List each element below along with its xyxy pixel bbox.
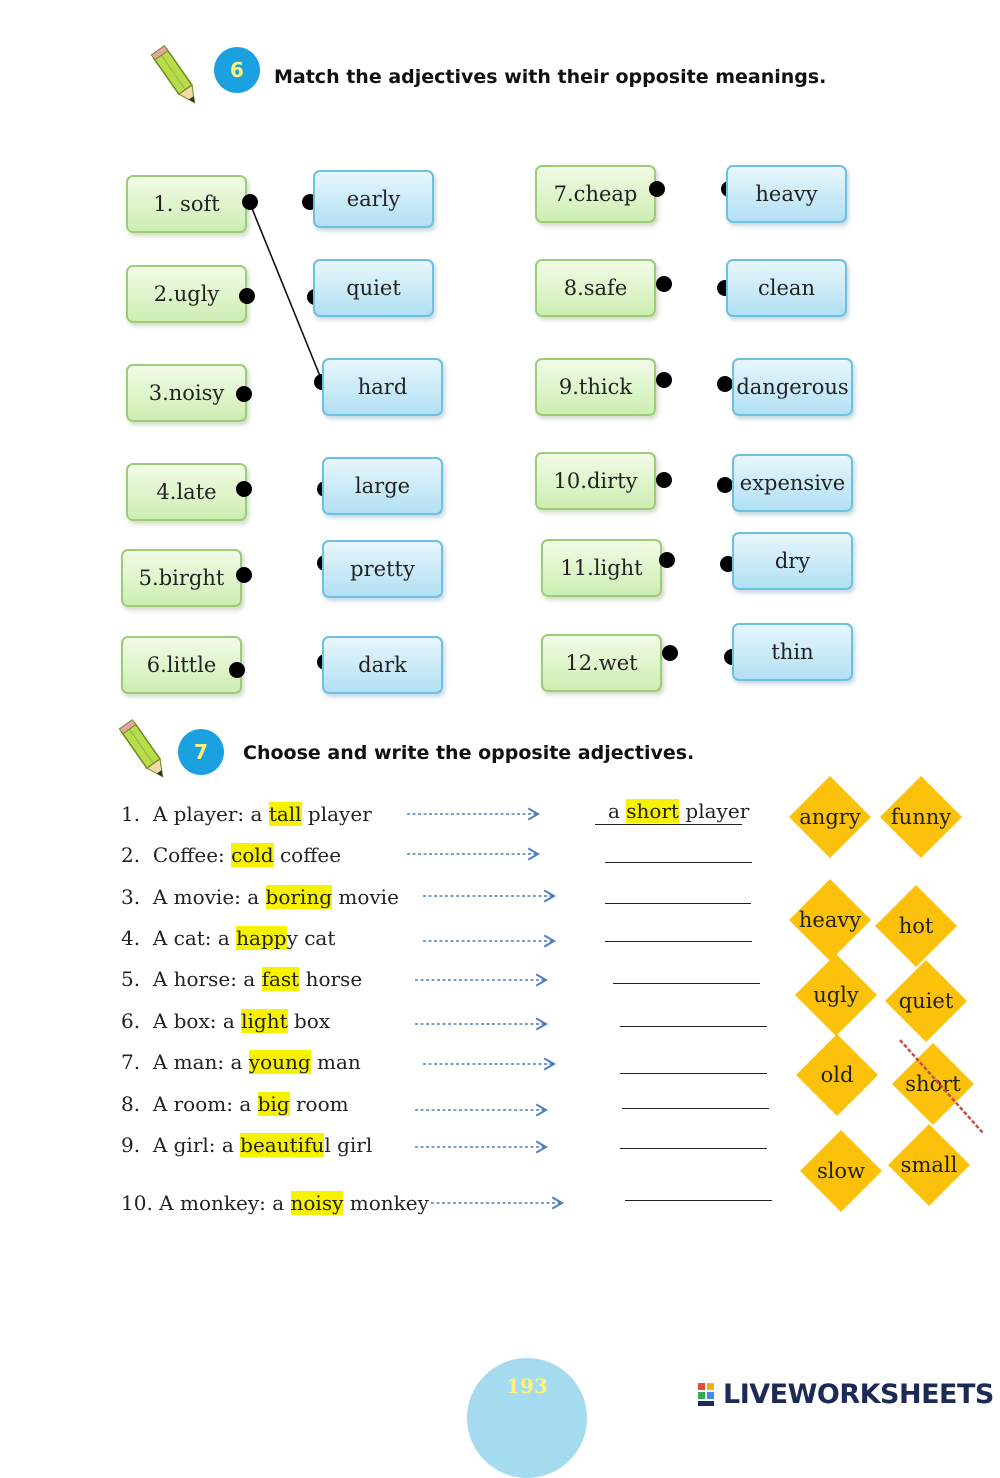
match-option-label: dark: [358, 653, 407, 677]
sentence-8: 8. A room: a big room: [121, 1092, 349, 1116]
match-left-item-5: [121, 549, 242, 607]
match-right-label: 10.dirty: [553, 469, 638, 493]
match-option-expensive: [732, 454, 853, 512]
match-left-label: 4.late: [156, 480, 217, 504]
match-option-early: [313, 170, 434, 228]
word-card-label: angry: [799, 805, 861, 829]
match-dot[interactable]: [236, 567, 252, 583]
match-option-dark: [322, 636, 443, 694]
answer-line-8[interactable]: [622, 1108, 769, 1109]
match-left-item-6: [121, 636, 242, 694]
match-dot[interactable]: [717, 376, 733, 392]
exercise-6-title: Match the adjectives with their opposite meanings.: [274, 66, 827, 88]
match-option-label: dry: [774, 549, 811, 573]
word-card-label: funny: [890, 805, 952, 829]
dashed-arrows: [0, 790, 600, 1220]
match-option-label: thin: [771, 640, 814, 664]
match-option-hard: [322, 358, 443, 416]
sentence-5: 5. A horse: a fast horse: [121, 967, 363, 991]
match-dot[interactable]: [662, 645, 678, 661]
sentence-9: 9. A girl: a beautiful girl: [121, 1133, 373, 1157]
sentence-6: 6. A box: a light box: [121, 1009, 331, 1033]
exercise-7-title: Choose and write the opposite adjectives.: [243, 742, 695, 764]
match-right-label: 7.cheap: [553, 182, 638, 206]
match-right-item-11: [541, 539, 662, 597]
match-right-label: 11.light: [560, 556, 643, 580]
match-option-label: quiet: [346, 276, 401, 300]
sentence-4: 4. A cat: a happy cat: [121, 926, 336, 950]
match-right-label: 9.thick: [558, 375, 633, 399]
match-dot[interactable]: [229, 662, 245, 678]
match-left-item-1: [126, 175, 247, 233]
match-dot[interactable]: [656, 472, 672, 488]
sentence-2: 2. Coffee: cold coffee: [121, 843, 342, 867]
answer-line-3[interactable]: [605, 903, 751, 904]
match-option-label: hard: [357, 375, 408, 399]
match-option-label: expensive: [739, 471, 846, 495]
word-card-funny: [880, 776, 962, 858]
match-dot[interactable]: [656, 372, 672, 388]
word-card-label: small: [900, 1153, 958, 1177]
answer-line-6[interactable]: [620, 1026, 767, 1027]
word-card-label: slow: [816, 1159, 866, 1183]
match-option-heavy: [726, 165, 847, 223]
word-card-label: old: [820, 1063, 854, 1087]
word-card-quiet: [885, 960, 967, 1042]
match-dot[interactable]: [649, 181, 665, 197]
match-option-clean: [726, 259, 847, 317]
match-dot[interactable]: [236, 481, 252, 497]
sentence-3: 3. A movie: a boring movie: [121, 885, 399, 909]
sentence-7: 7. A man: a young man: [121, 1050, 361, 1074]
match-left-label: 1. soft: [153, 192, 220, 216]
match-option-label: heavy: [755, 182, 818, 206]
answer-line-1[interactable]: [595, 824, 742, 825]
match-option-label: early: [346, 187, 401, 211]
word-card-label: heavy: [798, 908, 862, 932]
match-left-item-3: [126, 364, 247, 422]
brand-logo: [697, 1374, 994, 1414]
match-option-dry: [732, 532, 853, 590]
match-option-label: clean: [758, 276, 815, 300]
match-right-label: 8.safe: [563, 276, 628, 300]
sentence-10: 10. A monkey: a noisy monkey: [121, 1191, 429, 1215]
exercise-7-number: 7: [194, 740, 208, 764]
match-dot[interactable]: [242, 194, 258, 210]
exercise-6-number: 6: [230, 58, 244, 82]
match-right-label: 12.wet: [565, 651, 638, 675]
match-right-item-10: [535, 452, 656, 510]
word-card-old: [796, 1034, 878, 1116]
match-left-label: 3.noisy: [148, 381, 225, 405]
word-card-label: hot: [898, 914, 934, 938]
cross-out-mark: [895, 1035, 990, 1140]
answer-line-7[interactable]: [620, 1073, 767, 1074]
match-left-label: 2.ugly: [153, 282, 220, 306]
pencil-icon: [116, 718, 176, 788]
match-option-pretty: [322, 540, 443, 598]
word-card-angry: [789, 776, 871, 858]
word-card-label: short: [905, 1072, 961, 1096]
match-left-item-2: [126, 265, 247, 323]
match-left-label: 6.little: [146, 653, 217, 677]
match-dot[interactable]: [236, 386, 252, 402]
match-option-dangerous: [732, 358, 853, 416]
answer-line-5[interactable]: [613, 983, 760, 984]
match-option-label: large: [354, 474, 411, 498]
match-dot[interactable]: [656, 276, 672, 292]
brand-name: LIVEWORKSHEETS: [723, 1378, 994, 1410]
match-left-label: 5.birght: [138, 566, 225, 590]
match-option-quiet: [313, 259, 434, 317]
match-right-item-12: [541, 634, 662, 692]
exercise-7-badge: [178, 729, 224, 775]
match-option-label: pretty: [350, 557, 415, 581]
answer-line-2[interactable]: [605, 862, 752, 863]
match-option-large: [322, 457, 443, 515]
word-card-label: quiet: [898, 989, 954, 1013]
match-right-item-8: [535, 259, 656, 317]
match-dot[interactable]: [239, 288, 255, 304]
match-right-item-9: [535, 358, 656, 416]
answer-line-10[interactable]: [625, 1200, 772, 1201]
sentence-1: 1. A player: a tall player: [121, 802, 372, 826]
match-dot[interactable]: [659, 552, 675, 568]
example-answer: a short player: [608, 799, 750, 823]
answer-line-9[interactable]: [620, 1148, 767, 1149]
answer-line-4[interactable]: [605, 941, 752, 942]
match-option-label: dangerous: [736, 375, 849, 399]
match-left-item-4: [126, 463, 247, 521]
match-option-thin: [732, 623, 853, 681]
match-dot[interactable]: [717, 477, 733, 493]
match-right-item-7: [535, 165, 656, 223]
word-card-label: ugly: [813, 983, 859, 1007]
page-number: 193: [467, 1358, 587, 1478]
liveworksheets-logo-icon: [697, 1381, 723, 1407]
